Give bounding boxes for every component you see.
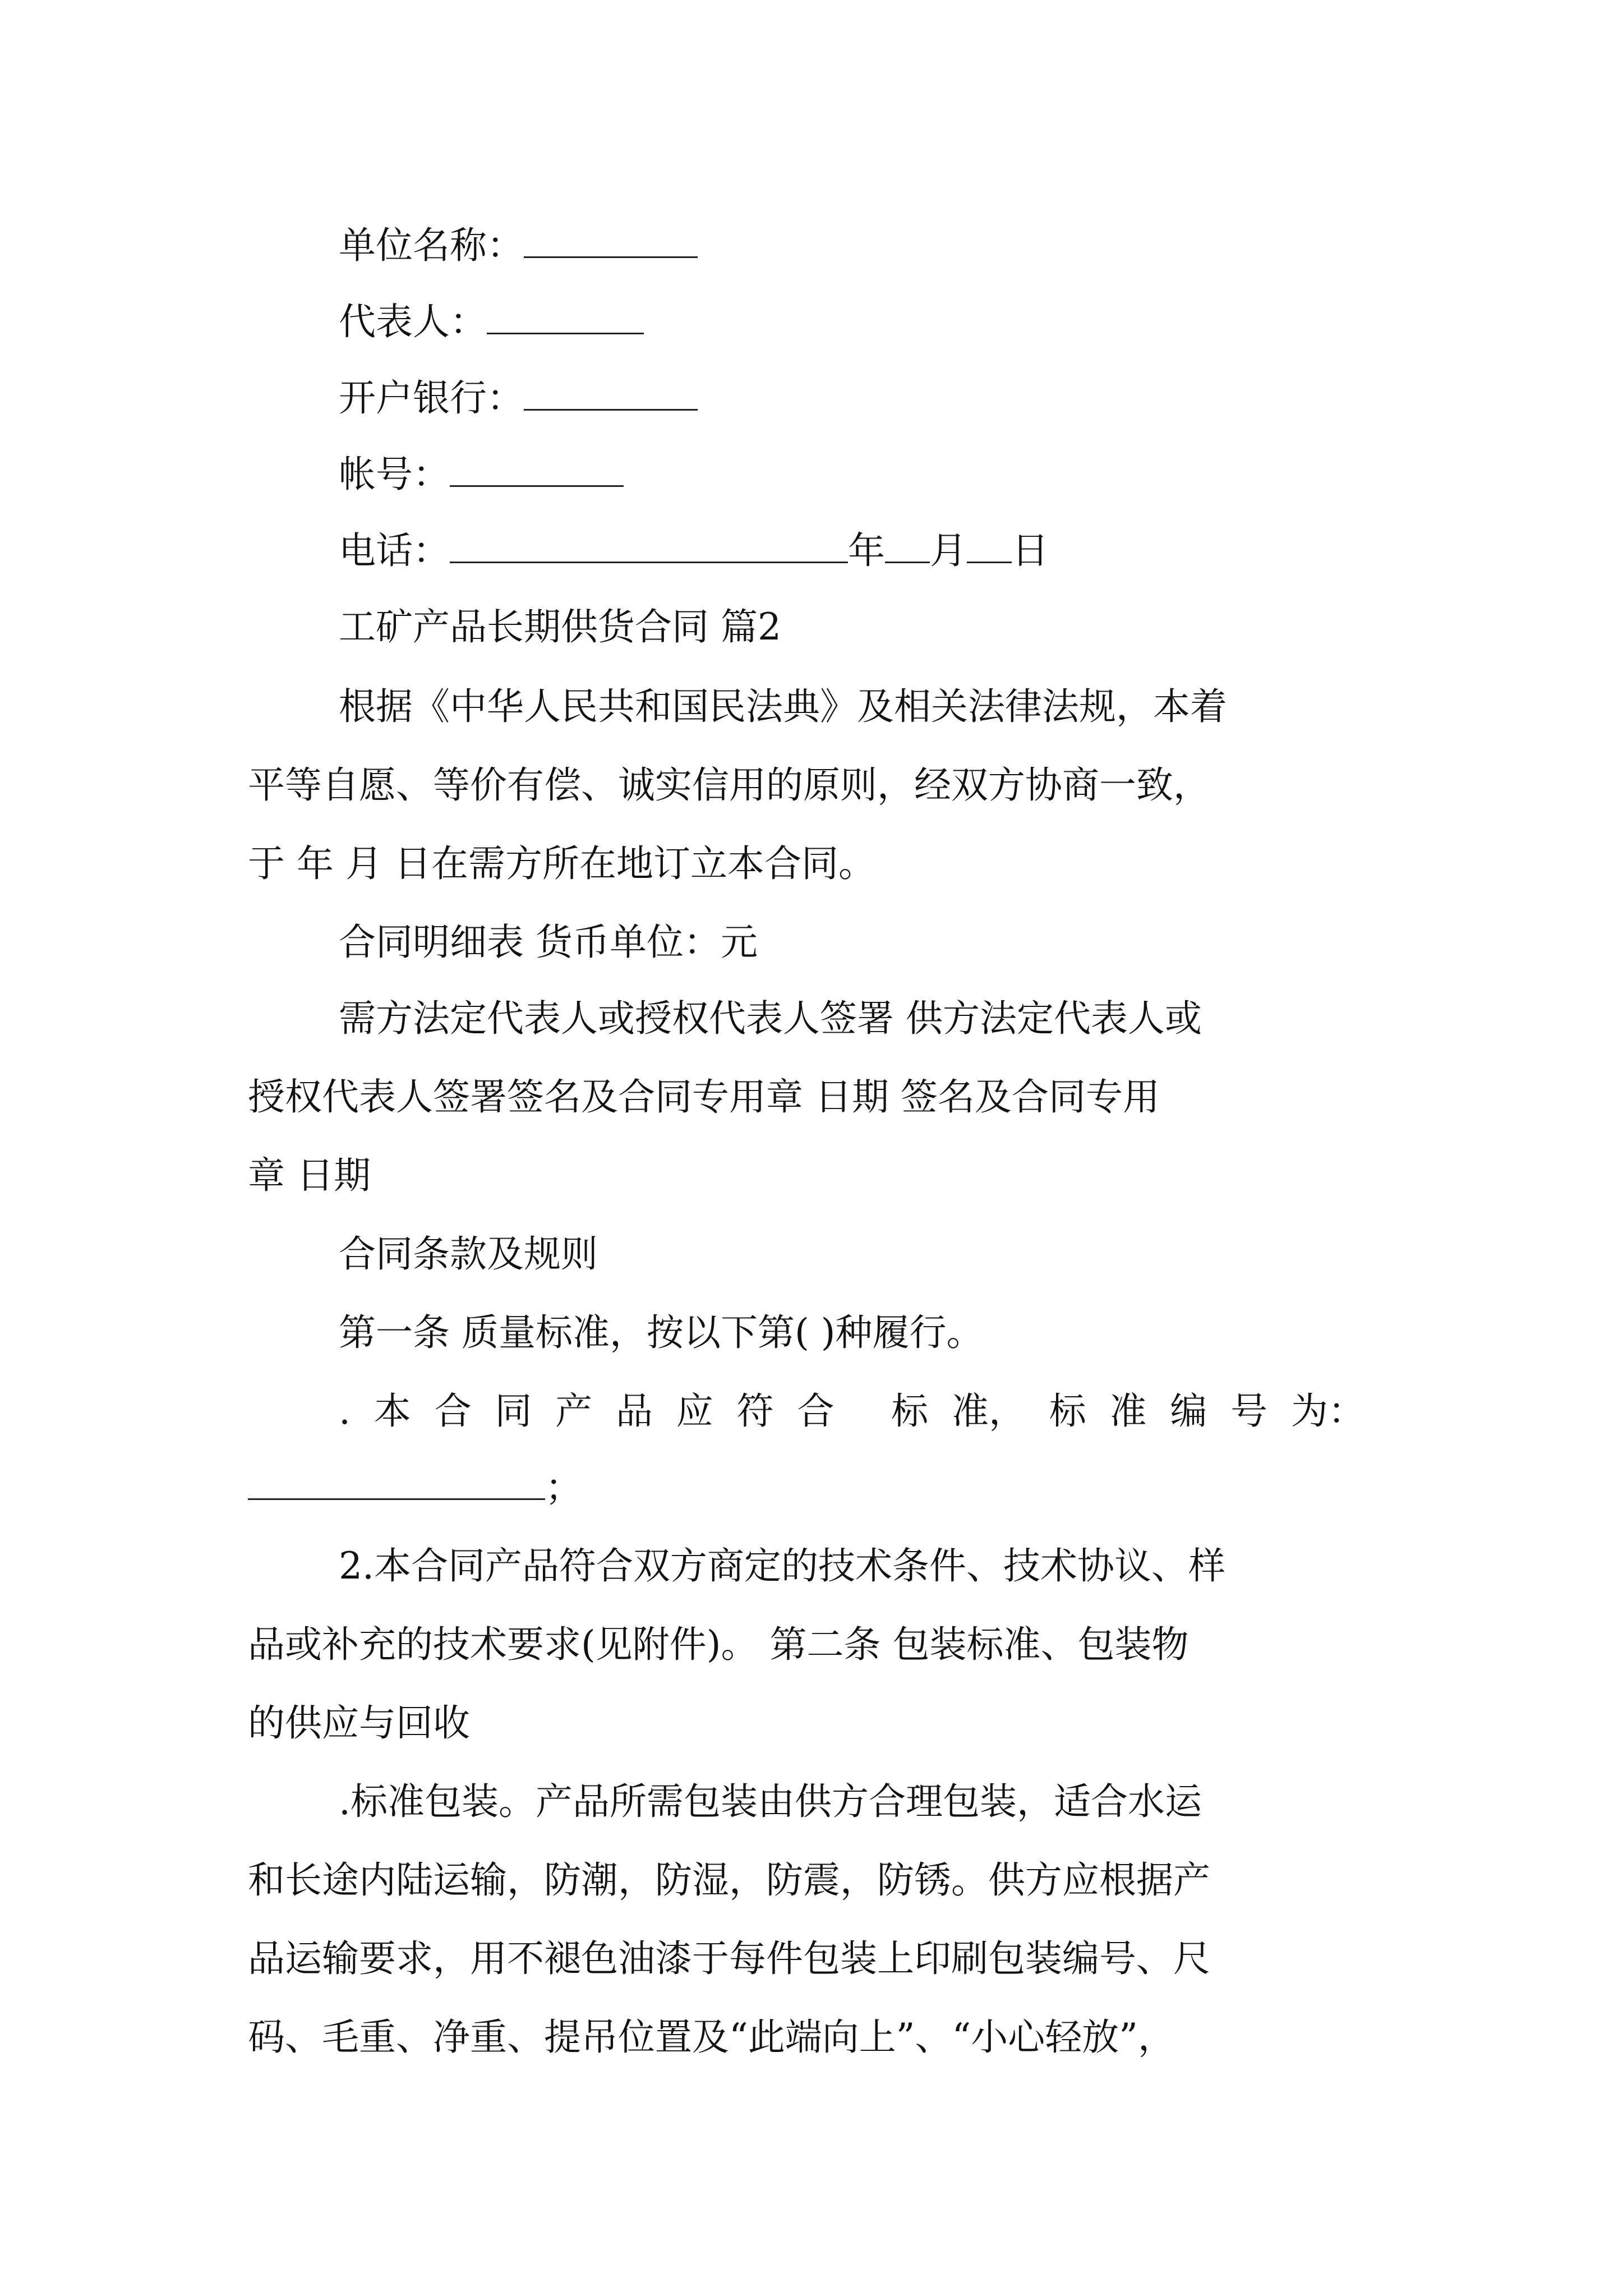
account-line [339, 452, 624, 497]
section-heading: 工矿产品长期供货合同 篇2 [339, 605, 781, 648]
phone-blank [450, 556, 848, 563]
item1-char: 编 [1170, 1389, 1207, 1433]
sign-line-2: 授权代表人签署签名及合同专用章 日期 签名及合同专用 [248, 1075, 1160, 1119]
company-name-blank [524, 251, 698, 258]
article-1-item-2-line-3: 的供应与回收 [248, 1701, 470, 1745]
article-1: 第一条 质量标准，按以下第( )种履行。 [339, 1311, 984, 1354]
item1-char: 为： [1290, 1389, 1365, 1433]
bank-blank [524, 403, 698, 411]
item1-char: 准， [951, 1389, 1026, 1433]
company-name-label: 单位名称： [339, 224, 524, 267]
phone-date-line [339, 528, 1049, 573]
item1-char: 产 [555, 1389, 593, 1433]
sign-line-1: 需方法定代表人或授权代表人签署 供方法定代表人或 [339, 997, 1202, 1040]
date-year: 年 [848, 529, 885, 572]
table-title: 合同明细表 货币单位：元 [339, 921, 758, 964]
intro-line-2: 平等自愿、等价有偿、诚实信用的原则，经双方协商一致， [248, 763, 1210, 807]
sign-line-3: 章 日期 [248, 1154, 371, 1197]
date-day: 日 [1012, 529, 1049, 572]
item1-char: 本 [374, 1389, 411, 1433]
packaging-line-4: 码、毛重、净重、提吊位置及“此端向上”、“小心轻放”， [248, 2016, 1175, 2059]
account-blank [450, 480, 624, 487]
article-1-item-2-line-1: 2.本合同产品符合双方商定的技术条件、技术协议、样 [339, 1544, 1225, 1588]
item1-char: 标 [891, 1389, 929, 1433]
item1-char: 准 [1109, 1389, 1147, 1433]
bank-label: 开户银行： [339, 376, 524, 420]
standard-number-blank [248, 1493, 545, 1500]
phone-label: 电话： [339, 529, 450, 572]
item1-char: 应 [676, 1389, 713, 1433]
article-1-item-2-line-2: 品或补充的技术要求(见附件)。 第二条 包装标准、包装物 [248, 1623, 1189, 1666]
standard-number-end: ； [545, 1466, 582, 1509]
representative-line [339, 300, 644, 344]
terms-title: 合同条款及规则 [339, 1232, 598, 1276]
packaging-line-2: 和长途内陆运输，防潮，防湿，防震，防锈。供方应根据产 [248, 1858, 1210, 1902]
day-blank [967, 556, 1012, 563]
date-month: 月 [930, 529, 967, 572]
packaging-line-1: .标准包装。产品所需包装由供方合理包装，适合水运 [339, 1780, 1202, 1823]
item1-char: 标 [1049, 1389, 1086, 1433]
intro-line-1: 根据《中华人民共和国民法典》及相关法律法规，本着 [339, 685, 1227, 728]
item1-char: 号 [1230, 1389, 1268, 1433]
item1-char: 符 [736, 1389, 774, 1433]
account-label: 帐号： [339, 453, 450, 496]
article-1-item-1 [339, 1389, 1365, 1434]
bank-line [339, 376, 698, 421]
representative-blank [487, 327, 644, 334]
month-blank [885, 556, 930, 563]
item1-char: 品 [615, 1389, 653, 1433]
company-name-line [339, 223, 698, 268]
packaging-line-3: 品运输要求，用不褪色油漆于每件包装上印刷包装编号、尺 [248, 1937, 1210, 1980]
standard-number-line [248, 1465, 582, 1510]
intro-line-3: 于 年 月 日在需方所在地订立本合同。 [248, 842, 875, 885]
item1-char: 合 [434, 1389, 472, 1433]
item1-char: . [339, 1389, 351, 1433]
representative-label: 代表人： [339, 300, 487, 343]
item1-char: 同 [495, 1389, 532, 1433]
item1-char: 合 [797, 1389, 834, 1433]
